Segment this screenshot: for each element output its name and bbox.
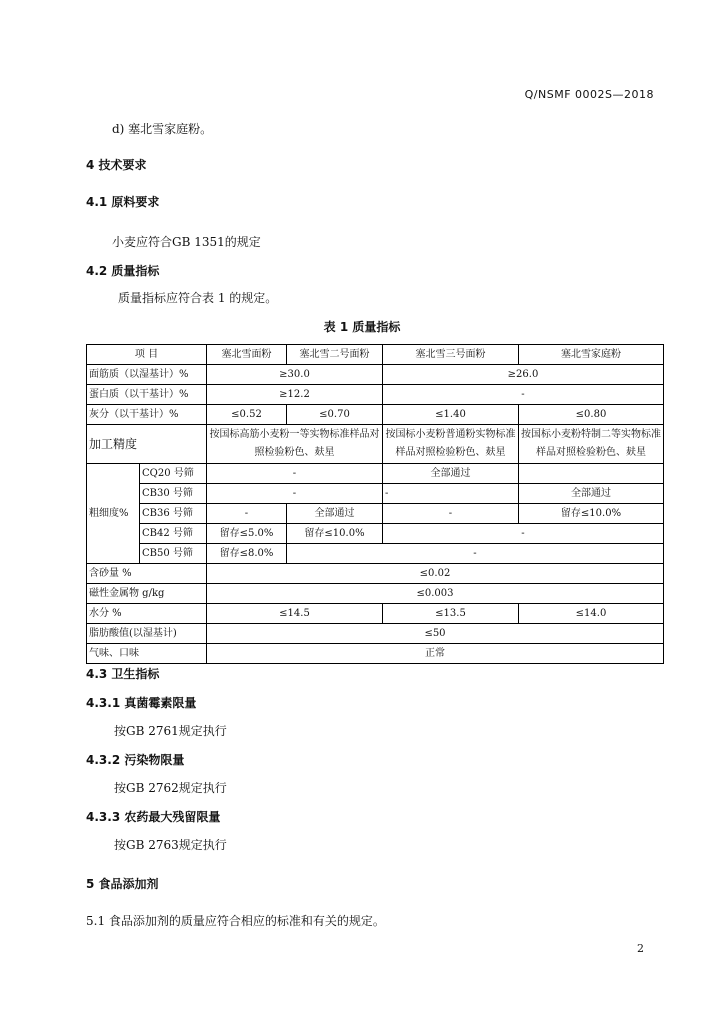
document-code: Q/NSMF 0002S—2018 [524, 88, 654, 101]
precision-label: 加工精度 [87, 425, 207, 464]
moisture-v12: ≤14.5 [207, 604, 383, 624]
fatty-acid-value: ≤50 [207, 624, 664, 644]
table-row-fatty-acid [87, 624, 664, 644]
section-4-3-3-text: 按GB 2763规定执行 [114, 838, 227, 852]
cq20-v4 [519, 464, 664, 484]
section-4-2-heading: 4.2 质量指标 [86, 264, 160, 278]
table-row-cb42 [87, 524, 664, 544]
cb36-v1: - [207, 504, 287, 524]
cb42-v1: 留存≤5.0% [207, 524, 287, 544]
protein-v34: - [383, 385, 664, 405]
section-4-2-text: 质量指标应符合表 1 的规定。 [118, 291, 278, 305]
table-header-row [87, 345, 664, 365]
odor-label: 气味、口味 [87, 644, 207, 664]
cb30-v4: 全部通过 [519, 484, 664, 504]
table-row-cb50 [87, 544, 664, 564]
section-4-1-heading: 4.1 原料要求 [86, 195, 160, 209]
table-row-protein [87, 385, 664, 405]
sand-label: 含砂量 % [87, 564, 207, 584]
magnetic-label: 磁性金属物 g/kg [87, 584, 207, 604]
table-row-magnetic [87, 584, 664, 604]
table-row-cb36 [87, 504, 664, 524]
section-4-3-3-heading: 4.3.3 农药最大残留限量 [86, 810, 221, 824]
section-4-heading: 4 技术要求 [86, 158, 147, 172]
gluten-v34: ≥26.0 [383, 365, 664, 385]
magnetic-value: ≤0.003 [207, 584, 664, 604]
ash-v4: ≤0.80 [519, 405, 664, 425]
section-4-3-1-heading: 4.3.1 真菌霉素限量 [86, 696, 197, 710]
section-4-1-text: 小麦应符合GB 1351的规定 [112, 235, 261, 249]
cb30-v12: - [207, 484, 383, 504]
table-row-moisture [87, 604, 664, 624]
header-col2: 塞北雪二号面粉 [287, 345, 383, 365]
cb36-v2: 全部通过 [287, 504, 383, 524]
fatty-acid-label: 脂肪酸值(以湿基计) [87, 624, 207, 644]
cb50-v1: 留存≤8.0% [207, 544, 287, 564]
cq20-v12: - [207, 464, 383, 484]
cb42-v34: - [383, 524, 664, 544]
ash-v1: ≤0.52 [207, 405, 287, 425]
table-row-odor [87, 644, 664, 664]
table-row-precision [87, 425, 664, 464]
cq20-sieve: CQ20 号筛 [140, 464, 207, 484]
ash-v2: ≤0.70 [287, 405, 383, 425]
table-row-ash [87, 405, 664, 425]
odor-value: 正常 [207, 644, 664, 664]
table-row-sand [87, 564, 664, 584]
header-col3: 塞北雪三号面粉 [383, 345, 519, 365]
protein-v12: ≥12.2 [207, 385, 383, 405]
header-col1: 塞北雪面粉 [207, 345, 287, 365]
precision-v3: 按国标小麦粉普通粉实物标准样品对照检验粉色、麸星 [383, 425, 519, 464]
sand-value: ≤0.02 [207, 564, 664, 584]
section-4-3-2-text: 按GB 2762规定执行 [114, 781, 227, 795]
fineness-label: 粗细度% [87, 464, 140, 564]
cb36-sieve: CB36 号筛 [140, 504, 207, 524]
header-item: 项 目 [87, 345, 207, 365]
cb30-v3: - [383, 484, 519, 504]
cb42-sieve: CB42 号筛 [140, 524, 207, 544]
table-caption: 表 1 质量指标 [323, 320, 401, 334]
section-4-3-1-text: 按GB 2761规定执行 [114, 724, 227, 738]
section-5-heading: 5 食品添加剂 [86, 877, 159, 891]
ash-label: 灰分（以干基计）% [87, 405, 207, 425]
precision-v12: 按国标高筋小麦粉一等实物标准样品对照检验粉色、麸星 [207, 425, 383, 464]
table-row-cb30 [87, 484, 664, 504]
table-row-gluten [87, 365, 664, 385]
cb36-v3: - [383, 504, 519, 524]
gluten-label: 面筋质（以湿基计）% [87, 365, 207, 385]
ash-v3: ≤1.40 [383, 405, 519, 425]
cb36-v4: 留存≤10.0% [519, 504, 664, 524]
header-col4: 塞北雪家庭粉 [519, 345, 664, 365]
cb50-v234: - [287, 544, 664, 564]
list-item-d: d) 塞北雪家庭粉。 [112, 122, 213, 136]
moisture-label: 水分 % [87, 604, 207, 624]
section-4-3-2-heading: 4.3.2 污染物限量 [86, 753, 185, 767]
precision-v4: 按国标小麦粉特制二等实物标准样品对照检验粉色、麸星 [519, 425, 664, 464]
section-5-1-text: 5.1 食品添加剂的质量应符合相应的标准和有关的规定。 [86, 914, 385, 928]
moisture-v4: ≤14.0 [519, 604, 664, 624]
cb42-v2: 留存≤10.0% [287, 524, 383, 544]
gluten-v12: ≥30.0 [207, 365, 383, 385]
page-number: 2 [637, 942, 644, 955]
protein-label: 蛋白质（以干基计）% [87, 385, 207, 405]
cq20-v3: 全部通过 [383, 464, 519, 484]
moisture-v3: ≤13.5 [383, 604, 519, 624]
section-4-3-heading: 4.3 卫生指标 [86, 667, 160, 681]
cb50-sieve: CB50 号筛 [140, 544, 207, 564]
table-row-cq20 [87, 464, 664, 484]
cb30-sieve: CB30 号筛 [140, 484, 207, 504]
quality-index-table [86, 344, 664, 664]
